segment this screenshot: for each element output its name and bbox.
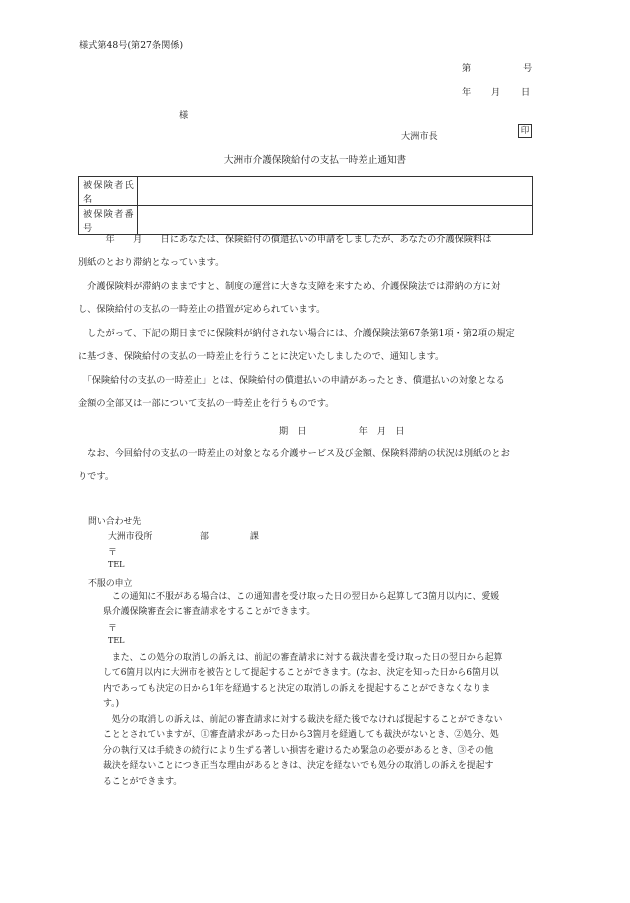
document-number-prefix: 第 bbox=[462, 63, 472, 74]
paragraph-attachment-note bbox=[78, 443, 558, 488]
document-number-suffix: 号 bbox=[523, 63, 533, 74]
paragraph-line: こととされていますが、①審査請求があった日から3箇月を経過しても裁決がないとき、②処分、処 bbox=[103, 730, 499, 741]
paragraph-line: 金額の全部又は一部について支払の一時差止を行うものです。 bbox=[78, 397, 335, 409]
paragraph-line: ることができます。 bbox=[103, 776, 183, 787]
paragraph-line: 介護保険料が滞納のままですと、制度の運営に大きな支障を来すため、介護保険法では滞納の方に対 bbox=[78, 281, 501, 292]
paragraph-line: し、保険給付の支払の一時差止の措置が定められています。 bbox=[78, 303, 326, 315]
inquiry-postal-mark: 〒 bbox=[108, 548, 117, 558]
objection-heading: 不服の申立 bbox=[88, 579, 133, 589]
paragraph-line: 内であっても決定の日から1年を経過すると決定の取消しの訴えを提起することができなくなりま bbox=[103, 683, 491, 694]
paragraph-reason bbox=[78, 276, 558, 321]
paragraph-line: に基づき、保険給付の支払の一時差止を行うことに決定いたしましたので、通知します。 bbox=[78, 350, 445, 362]
paragraph-line: 県介護保険審査会に審査請求をすることができます。 bbox=[103, 607, 316, 618]
inquiry-section-label: 課 bbox=[250, 532, 259, 542]
insured-info-table bbox=[78, 176, 533, 235]
paragraph-line: 処分の取消しの訴えは、前記の審査請求に対する裁決を経た後でなければ提起することができない bbox=[103, 715, 503, 725]
paragraph-line: 「保険給付の支払の一時差止」とは、保険給付の償還払いの申請があったとき、償還払いの対象となる bbox=[78, 375, 505, 386]
paragraph-line: 別紙のとおり滞納となっています。 bbox=[78, 256, 225, 268]
paragraph-line: また、この処分の取消しの訴えは、前記の審査請求に対する裁決書を受け取った日の翌日から起算 bbox=[103, 653, 503, 663]
paragraph-line: して6箇月以内に大洲市を被告として提起することができます。(なお、決定を知った日から6箇月以 bbox=[103, 668, 499, 679]
paragraph-line: 分の執行又は手続きの続行により生ずる著しい損害を避けるため緊急の必要があるとき、③その他 bbox=[103, 745, 494, 756]
seal-stamp-box: 印 bbox=[518, 124, 532, 138]
objection-lawsuit-paragraph bbox=[103, 651, 528, 713]
deadline-label: 期 日 bbox=[279, 426, 307, 437]
inquiry-tel-label: TEL bbox=[108, 560, 125, 569]
objection-exception-paragraph bbox=[103, 713, 528, 790]
date-year-label: 年 bbox=[462, 87, 472, 98]
paragraph-line: 年 月 日にあなたは、保険給付の償還払いの申請をしましたが、あなたの介護保険料は bbox=[78, 234, 492, 245]
paragraph-decision bbox=[78, 323, 558, 368]
paragraph-line: したがって、下記の期日までに保険料が納付されない場合には、介護保険法第67条第1項・第2項の規定 bbox=[78, 328, 515, 339]
insured-name-field[interactable] bbox=[138, 177, 533, 206]
deadline-line bbox=[279, 423, 405, 437]
objection-tel-label: TEL bbox=[108, 636, 125, 645]
paragraph-line: この通知に不服がある場合は、この通知書を受け取った日の翌日から起算して3箇月以内に、愛媛 bbox=[103, 592, 500, 602]
date-month-label: 月 bbox=[491, 87, 501, 98]
inquiry-heading: 問い合わせ先 bbox=[88, 517, 142, 527]
insured-name-label: 被保険者氏名 bbox=[79, 177, 138, 206]
table-row bbox=[79, 177, 533, 206]
addressee-honorific: 様 bbox=[179, 110, 189, 121]
date-day-label: 日 bbox=[521, 87, 531, 98]
issuer-mayor: 大洲市長 bbox=[401, 131, 438, 142]
inquiry-office bbox=[108, 529, 259, 542]
objection-review-paragraph bbox=[103, 590, 528, 621]
paragraph-line: す。) bbox=[103, 699, 120, 710]
inquiry-department-label: 部 bbox=[200, 532, 209, 542]
insured-number-label: 被保険者番号 bbox=[79, 206, 138, 235]
paragraph-line: 裁決を経ないことにつき正当な理由があるときは、決定を経ないでも処分の取消しの訴えを提起す bbox=[103, 761, 494, 772]
paragraph-line: りです。 bbox=[78, 470, 115, 482]
paragraph-line: なお、今回給付の支払の一時差止の対象となる介護サービス及び金額、保険料滞納の状況は別紙のとお bbox=[78, 448, 510, 459]
paragraph-notice bbox=[78, 229, 558, 274]
document-title: 大洲市介護保険給付の支払一時差止通知書 bbox=[223, 155, 407, 166]
paragraph-definition bbox=[78, 370, 558, 415]
deadline-date: 年 月 日 bbox=[358, 426, 405, 437]
form-number: 様式第48号(第27条関係) bbox=[79, 40, 184, 51]
objection-postal-mark: 〒 bbox=[108, 624, 117, 634]
inquiry-office-name: 大洲市役所 bbox=[108, 532, 153, 542]
